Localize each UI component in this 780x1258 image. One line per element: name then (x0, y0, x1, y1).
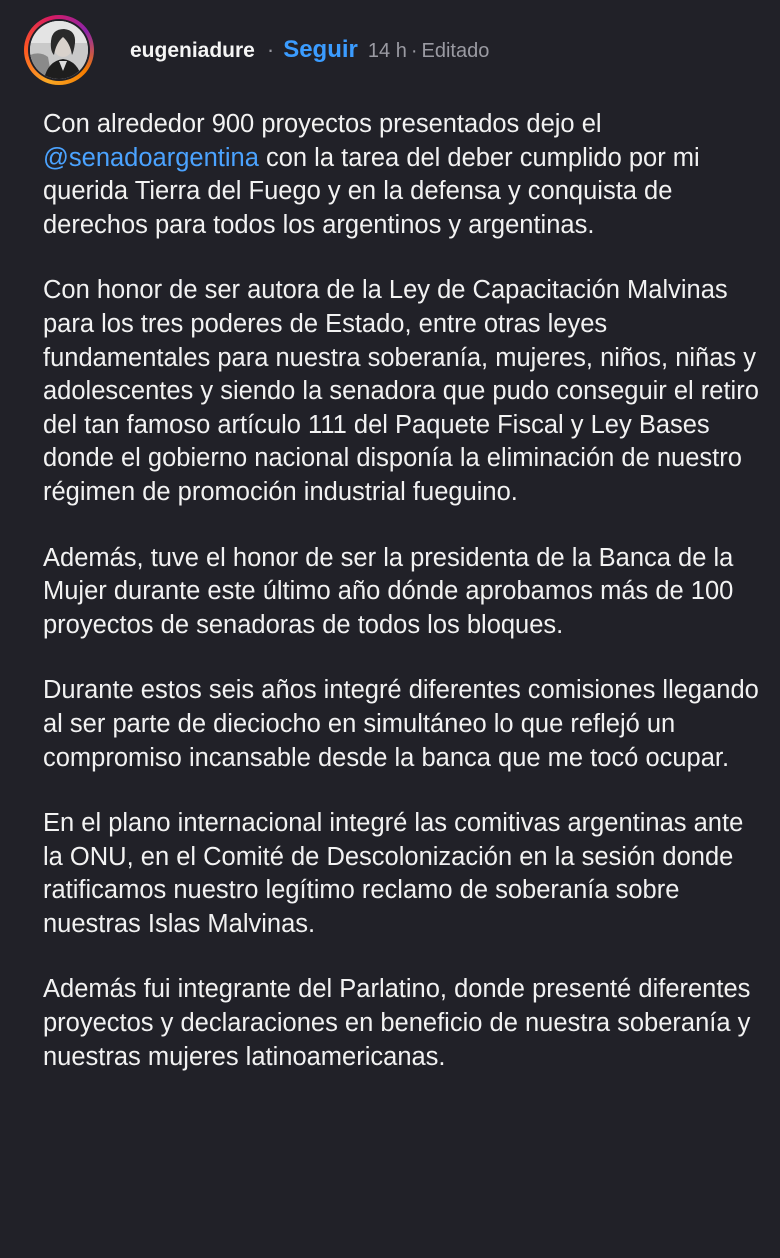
story-ring[interactable] (24, 15, 94, 85)
paragraph-4: Durante estos seis años integré diferentes comisiones llegando al ser parte de dieciocho en simultáneo lo que reflejó un compromiso incansable desde la banca que me tocó ocupar. (43, 676, 759, 772)
post-time: 14 h (367, 40, 407, 62)
username[interactable]: eugeniadure (130, 39, 255, 62)
follow-button[interactable]: Seguir (283, 36, 358, 63)
avatar[interactable] (30, 21, 88, 79)
separator-dot: · (266, 37, 275, 62)
paragraph-1-start: Con alrededor 900 proyectos presentados dejo el (43, 110, 602, 138)
paragraph-1-end: con la tarea del deber cumplido por mi querida Tierra del Fuego y en la defensa y conquista de derechos para todos los argentinos y argentinas. (43, 143, 700, 239)
paragraph-3: Además, tuve el honor de ser la presidenta de la Banca de la Mujer durante este último año dónde aprobamos más de 100 proyectos de senadoras de todos los bloques. (43, 543, 734, 639)
post-body (43, 108, 759, 1106)
paragraph-1 (43, 108, 759, 242)
post-header (24, 14, 489, 86)
paragraph-5: En el plano internacional integré las comitivas argentinas ante la ONU, en el Comité de Descolonización en la sesión donde ratificamos nuestro legítimo reclamo de soberanía sobre nuestras Islas Malvinas. (43, 809, 744, 938)
paragraph-2: Con honor de ser autora de la Ley de Capacitación Malvinas para los tres poderes de Estado, entre otras leyes fundamentales para nuestra soberanía, mujeres, niños, niñas y adolescentes y siendo la senadora que pudo conseguir el retiro del tan famoso artículo 111 del Paquete Fiscal y Ley Bases donde el gobierno nacional disponía la eliminación de nuestro régimen de promoción industrial fueguino. (43, 276, 759, 506)
edited-label: Editado (421, 40, 490, 62)
avatar-gap (28, 19, 90, 81)
paragraph-6: Además fui integrante del Parlatino, donde presenté diferentes proyectos y declaraciones en beneficio de nuestra soberanía y nuestras mujeres latinoamericanas. (43, 975, 751, 1071)
time-separator: · (410, 40, 418, 62)
mention-link[interactable]: @senadoargentina (43, 143, 259, 172)
post-meta (130, 36, 489, 64)
